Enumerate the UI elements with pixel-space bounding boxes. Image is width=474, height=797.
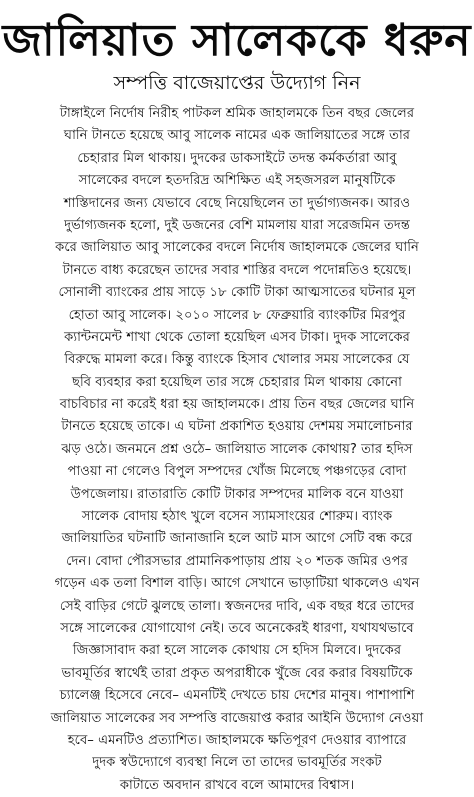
top-cut-text <box>140 0 340 5</box>
article-line: ঝড় ওঠে। জনমনে প্রশ্ন ওঠে– জালিয়াত সালেক কোথায়? তার হদিস <box>61 441 413 457</box>
article-line: বাচবিচার না করেই ধরা হয় জাহালমকে। প্রায় তিন বছর জেলের ঘানি <box>59 397 415 413</box>
headline: জালিয়াত সালেককে ধরুন <box>2 15 472 66</box>
subheadline: সম্পত্তি বাজেয়াপ্তের উদ্যোগ নিন <box>113 72 361 94</box>
article-line: চ্যালেঞ্জ হিসেবে নেবে– এমনটিই দেখতে চায় দেশের মানুষ। পাশাপাশি <box>59 688 415 704</box>
article-line: গড়েন এক তলা বিশাল বাড়ি। আগে সেখানে ভাড়াটিয়া থাকলেও এখন <box>54 576 420 592</box>
article-line: চেহারার মিল থাকায়। দুদকের ডাকসাইটে তদন্ত কর্মকর্তারা আবু <box>77 150 397 166</box>
article-line: জালিয়াতির ঘটনাটি জানাজানি হলে আট মাস আগে সেটি বন্ধ করে <box>61 531 413 547</box>
article-line: সালেকের বদলে হতদরিদ্র অশিক্ষিত এই সহজসরল মানুষটিকে <box>78 173 396 189</box>
article-line: পাওয়া না গেলেও বিপুল সম্পদের খোঁজ মিলেছে পঞ্চগড়ের বোদা <box>67 464 407 480</box>
article-line: হবে– এমনটিও প্রত্যাশিত। জাহালমকে ক্ষতিপূরণ দেওয়ার ব্যাপারে <box>67 732 407 748</box>
article-line: জিজ্ঞাসাবাদ করা হলে সালেক কোথায় সে হদিস মিলবে। দুদকের <box>72 643 402 659</box>
article-line: সঙ্গে সালেকের যোগাযোগ নেই। তবে অনেকেরই ধারণা, যথাযথভাবে <box>60 620 414 636</box>
article-line: হোতা আবু সালেক। ২০১০ সালের ৮ ফেব্রুয়ারি ব্যাংকটির মিরপুর <box>68 307 406 323</box>
article-line: ভাবমূর্তির স্বার্থেই তারা প্রকৃত অপরাধীকে খুঁজে বের করার বিষয়টিকে <box>61 665 413 681</box>
article-line: সালেক বোদায় হঠাৎ খুলে বসেন স্যামসাংয়ের শোরুম। ব্যাংক <box>81 509 393 525</box>
article-body <box>8 103 466 793</box>
article-line: সেই বাড়ির গেটে ঝুলছে তালা। স্বজনদের দাবি, এক বছর ধরে তাদের <box>59 598 415 614</box>
article-line: দুদক স্বউদ্যোগে ব্যবস্থা নিলে তা তাদের ভাবমূর্তির সংকট <box>92 755 382 771</box>
article-line: ঘানি টানতে হয়েছে আবু সালেক নামের এক জালিয়াতের সঙ্গে তার <box>63 128 411 144</box>
article-line: ক্যান্টনমেন্ট শাখা থেকে তোলা হয়েছিল এসব টাকা। দুদক সালেকের <box>64 329 410 345</box>
article-line: উপজেলায়। রাতারাতি কোটি টাকার সম্পদের মালিক বনে যাওয়া <box>70 486 404 502</box>
article-line: টানতে হয়েছে তাকে। এ ঘটনা প্রকাশিত হওয়ায় দেশময় সমালোচনার <box>61 419 413 435</box>
article-line: দুর্ভাগ্যজনক হলো, দুই ডজনের বেশি মামলায় যারা সরেজমিন তদন্ত <box>64 217 410 233</box>
article-line: করে জালিয়াত আবু সালেকের বদলে নির্দোষ জাহালমকে জেলের ঘানি <box>55 240 419 256</box>
article-line: জালিয়াত সালেকের সব সম্পত্তি বাজেয়াপ্ত করার আইনি উদ্যোগ নেওয়া <box>50 710 424 726</box>
article-line: টাঙ্গাইলে নির্দোষ নিরীহ পাটকল শ্রমিক জাহালমকে তিন বছর জেলের <box>59 106 415 121</box>
article-line: দেন। বোদা পৌরসভার প্রামানিকপাড়ায় প্রায় ২০ শতক জমির ওপর <box>66 553 408 569</box>
article-line: শাস্তিদানের জন্য যেভাবে বেছে নিয়েছিলেন তা দুর্ভাগ্যজনক। আরও <box>63 195 411 211</box>
article-line: সোনালী ব্যাংকের প্রায় সাড়ে ১৮ কোটি টাকা আত্মসাতের ঘটনার মূল <box>58 285 416 301</box>
article-line: টানতে বাধ্য করেছেন তাদের সবার শাস্তির বদলে পদোন্নতিও হয়েছে। <box>62 262 412 278</box>
article-line: বিরুদ্ধে মামলা করে। কিন্তু ব্যাংকে হিসাব খোলার সময় সালেকের যে <box>64 352 410 368</box>
article-line: কাটাতে অবদান রাখবে বলে আমাদের বিশ্বাস। <box>119 777 355 793</box>
article-line: ছবি ব্যবহার করা হয়েছিল তার সঙ্গে চেহারার মিল থাকায় কোনো <box>71 374 402 390</box>
